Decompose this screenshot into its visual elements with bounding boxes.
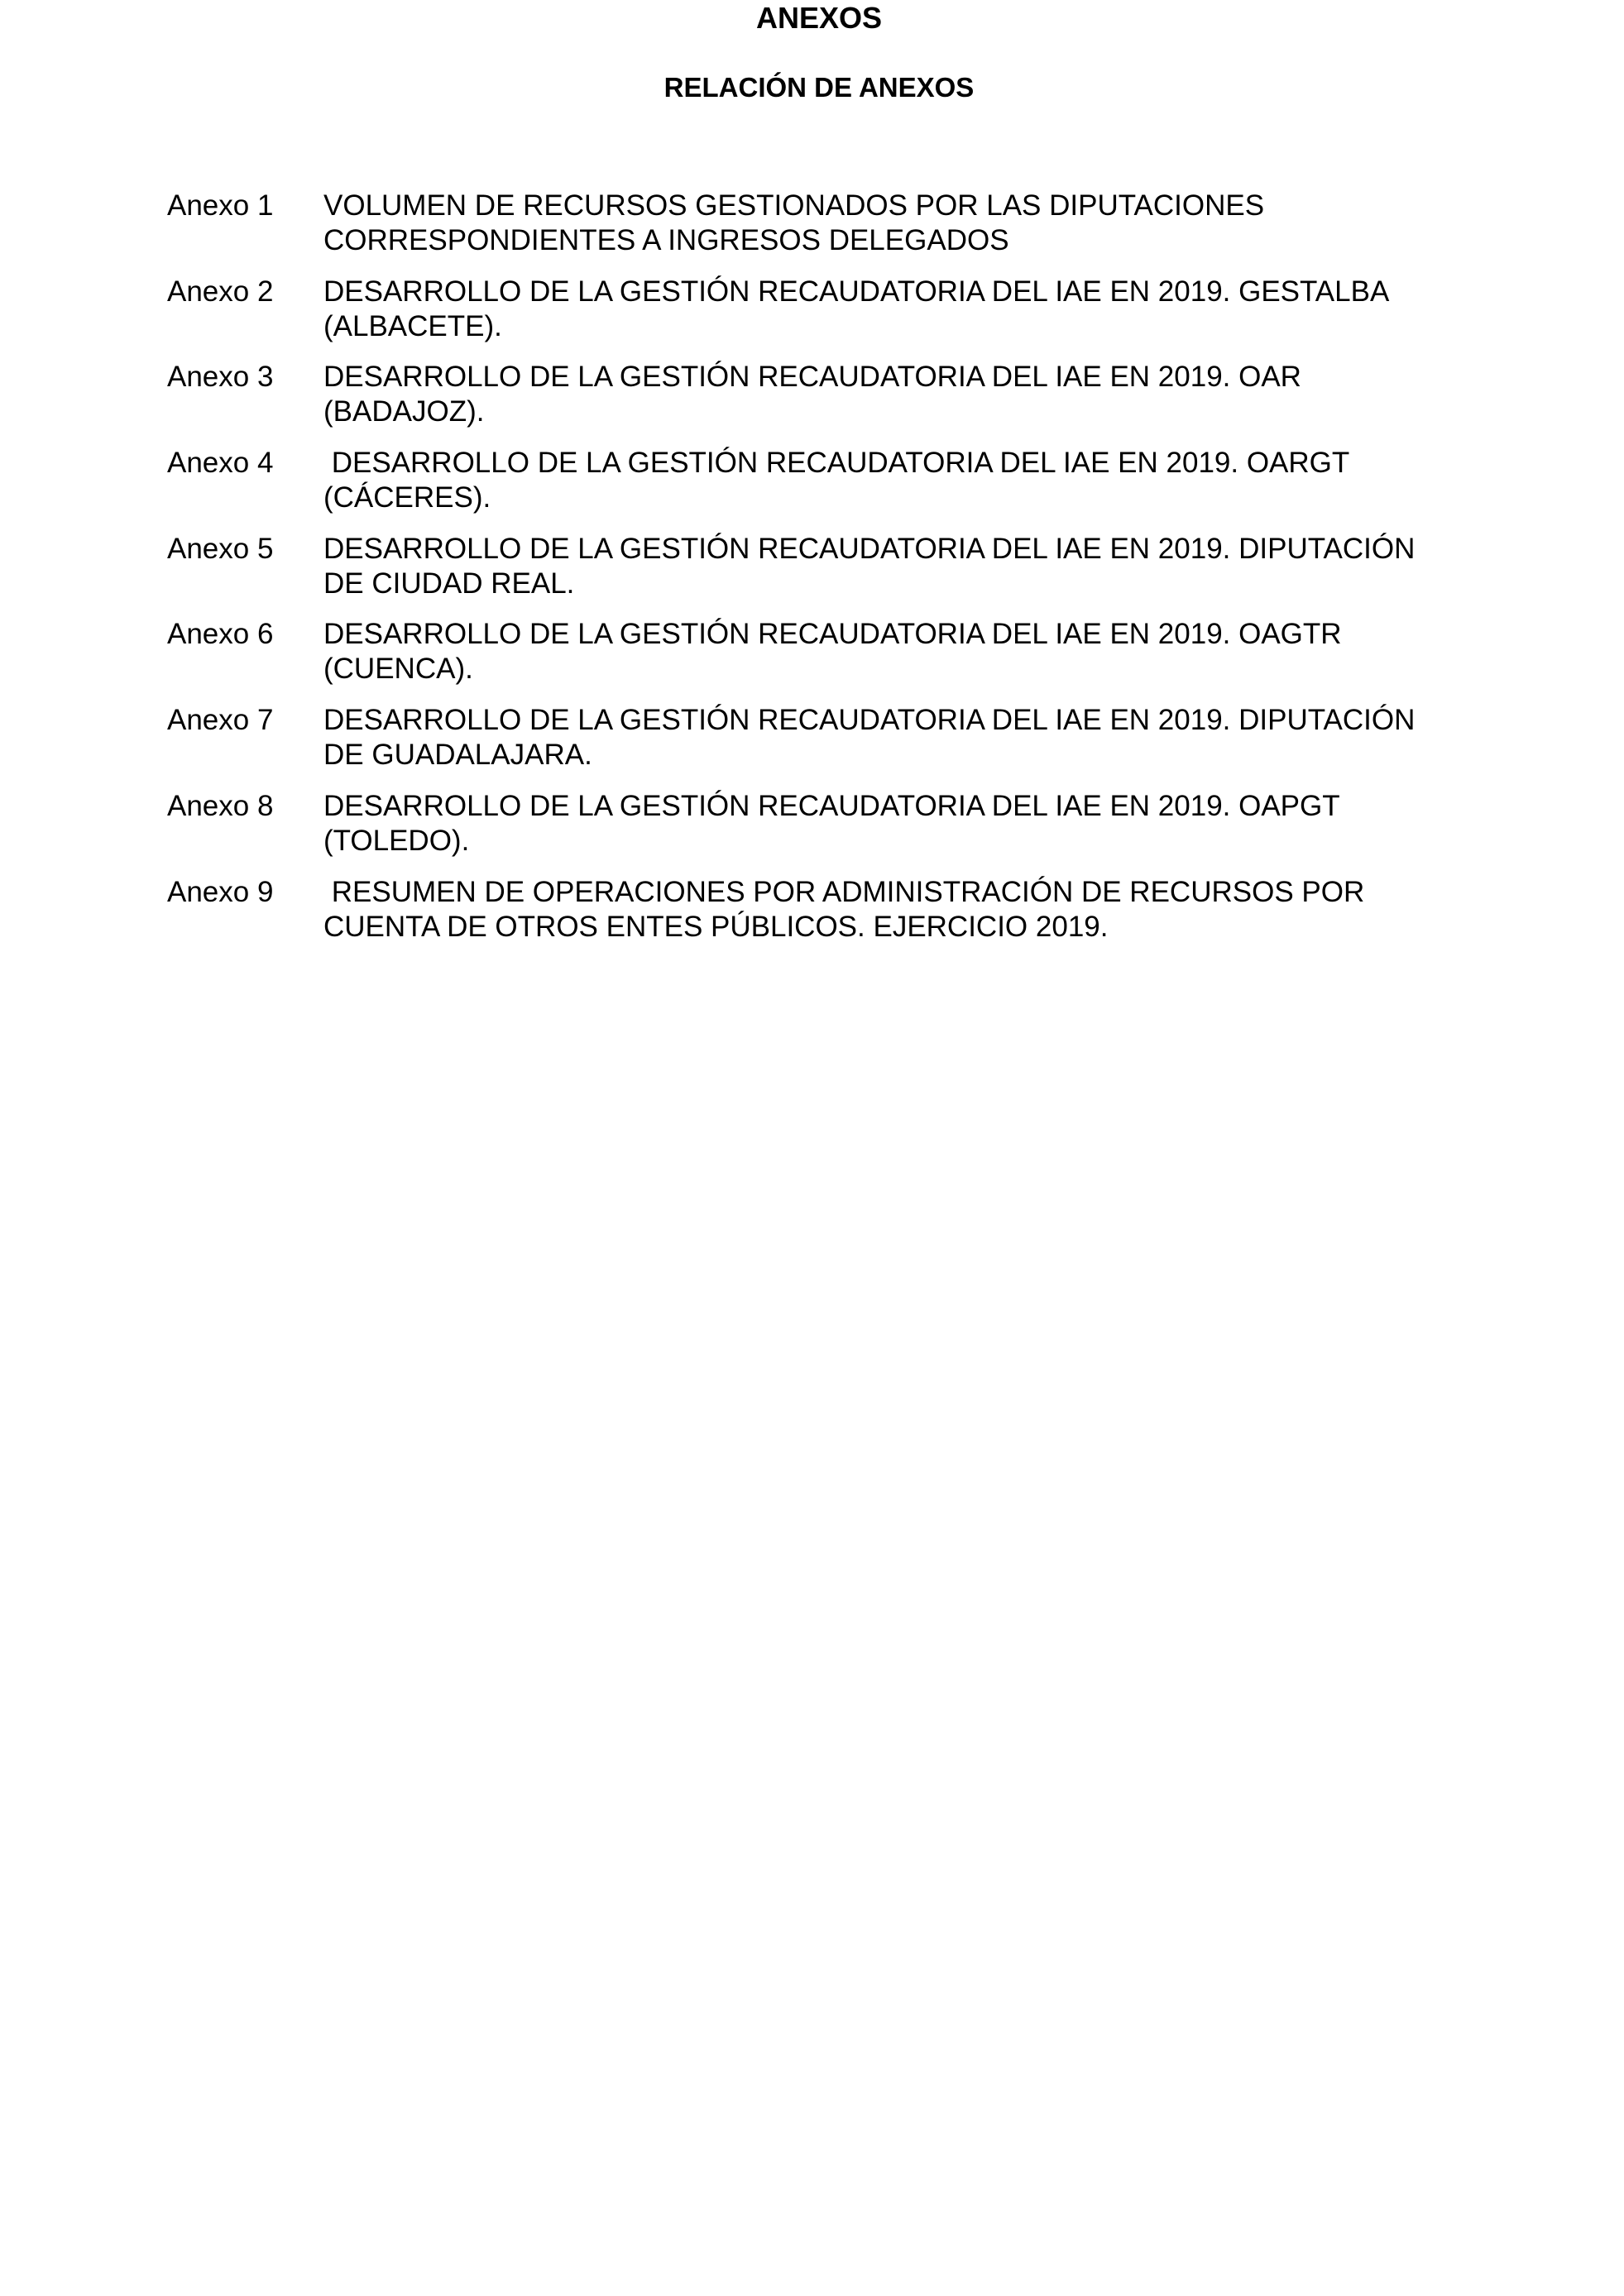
page-title: ANEXOS <box>755 1 883 35</box>
annex-label: Anexo 8 <box>167 789 274 822</box>
annex-item <box>167 789 1507 875</box>
annex-item <box>167 617 1507 703</box>
annex-item <box>167 532 1507 618</box>
annex-title <box>323 532 1507 618</box>
annex-title <box>323 875 1507 961</box>
annex-title <box>323 275 1507 361</box>
annex-item <box>167 275 1507 361</box>
annex-label: Anexo 7 <box>167 704 274 737</box>
annex-title <box>323 703 1507 789</box>
annex-label: Anexo 4 <box>167 447 274 480</box>
annex-title-line: DE CIUDAD REAL. <box>323 567 575 600</box>
annex-title-line: CUENTA DE OTROS ENTES PÚBLICOS. EJERCICIO 2019. <box>323 910 1109 943</box>
annex-title <box>323 360 1507 446</box>
annex-item <box>167 189 1507 275</box>
annex-title-line: (CÁCERES). <box>323 481 491 514</box>
annex-title-line: VOLUMEN DE RECURSOS GESTIONADOS POR LAS DIPUTACIONES <box>323 189 1265 222</box>
annex-title-line: RESUMEN DE OPERACIONES POR ADMINISTRACIÓN DE RECURSOS POR <box>323 875 1365 908</box>
annex-title-line: DE GUADALAJARA. <box>323 739 592 772</box>
page-subtitle: RELACIÓN DE ANEXOS <box>663 72 975 103</box>
annex-title-line: DESARROLLO DE LA GESTIÓN RECAUDATORIA DEL IAE EN 2019. GESTALBA <box>323 275 1390 308</box>
annex-title <box>323 789 1507 875</box>
annex-title-line: DESARROLLO DE LA GESTIÓN RECAUDATORIA DEL IAE EN 2019. DIPUTACIÓN <box>323 704 1416 737</box>
annex-list <box>167 189 1507 960</box>
annex-title-line: DESARROLLO DE LA GESTIÓN RECAUDATORIA DEL IAE EN 2019. OAPGT <box>323 789 1340 822</box>
annex-item <box>167 360 1507 446</box>
annex-item <box>167 703 1507 789</box>
annex-title-line: DESARROLLO DE LA GESTIÓN RECAUDATORIA DEL IAE EN 2019. OAR <box>323 361 1301 394</box>
annex-item <box>167 875 1507 961</box>
annex-item <box>167 446 1507 532</box>
annex-label: Anexo 3 <box>167 361 274 394</box>
annex-label: Anexo 5 <box>167 532 274 565</box>
annex-label: Anexo 1 <box>167 189 274 222</box>
annex-title <box>323 446 1507 532</box>
annex-label: Anexo 9 <box>167 875 274 908</box>
annex-label: Anexo 6 <box>167 618 274 651</box>
annex-title-line: (TOLEDO). <box>323 824 470 857</box>
annex-title-line: DESARROLLO DE LA GESTIÓN RECAUDATORIA DEL IAE EN 2019. OAGTR <box>323 618 1342 651</box>
annex-title-line: DESARROLLO DE LA GESTIÓN RECAUDATORIA DEL IAE EN 2019. OARGT <box>323 447 1350 480</box>
annex-title-line: (ALBACETE). <box>323 309 502 342</box>
annex-title-line: (BADAJOZ). <box>323 395 485 428</box>
annex-label: Anexo 2 <box>167 275 274 308</box>
annex-title-line: (CUENCA). <box>323 653 473 686</box>
annex-title <box>323 189 1507 275</box>
annex-title-line: CORRESPONDIENTES A INGRESOS DELEGADOS <box>323 224 1009 256</box>
annex-title-line: DESARROLLO DE LA GESTIÓN RECAUDATORIA DEL IAE EN 2019. DIPUTACIÓN <box>323 532 1416 565</box>
annex-title <box>323 617 1507 703</box>
